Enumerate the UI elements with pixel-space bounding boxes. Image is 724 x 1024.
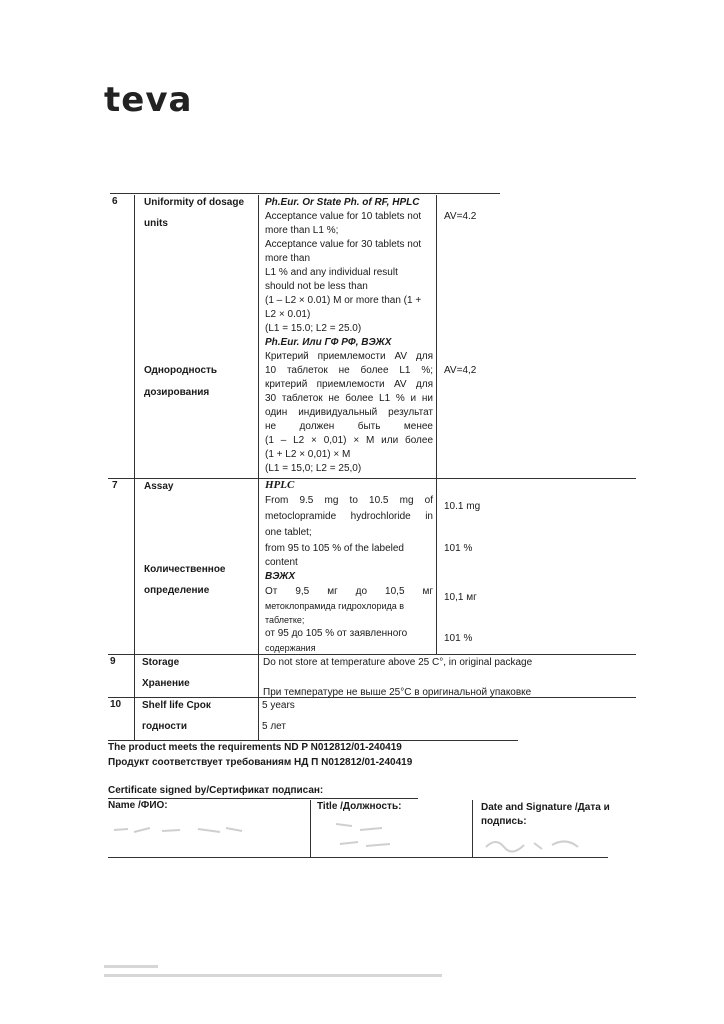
signature-line bbox=[472, 800, 473, 858]
result-ru: AV=4,2 bbox=[444, 365, 477, 376]
spec-en-line: content bbox=[265, 557, 298, 568]
row-name-ru: годности bbox=[142, 721, 187, 732]
row-number: 7 bbox=[112, 480, 118, 491]
method-ru: ВЭЖХ bbox=[265, 571, 296, 582]
spec-ru-line: Критерий приемлемости AV для bbox=[265, 351, 433, 362]
spec-ru-line: 10 таблеток не более L1 %; bbox=[265, 365, 433, 376]
spec-en-line: metoclopramide hydrochloride in bbox=[265, 511, 433, 522]
spec-en-line: more than bbox=[265, 253, 311, 264]
conclusion-ru: Продукт соответствует требованиям НД П N012812/01-240419 bbox=[108, 757, 413, 768]
result-ru: 101 % bbox=[444, 633, 473, 644]
table-line bbox=[134, 195, 135, 740]
method-en: Ph.Eur. Or State Ph. of RF, HPLC bbox=[265, 197, 420, 208]
row-number: 9 bbox=[110, 656, 116, 667]
row-name-ru: дозирования bbox=[144, 387, 210, 398]
row-name-ru: определение bbox=[144, 585, 210, 596]
spec-ru-line: от 95 до 105 % от заявленного bbox=[265, 628, 408, 639]
spec-ru-line: (L1 = 15,0; L2 = 25,0) bbox=[265, 463, 362, 474]
date-signature-label: Date and Signature /Дата и bbox=[481, 802, 610, 813]
table-line bbox=[436, 195, 437, 655]
row-name-en: Uniformity of dosage bbox=[144, 197, 245, 208]
shelf-life-en: 5 years bbox=[262, 700, 295, 711]
conclusion-en: The product meets the requirements ND P N012812/01-240419 bbox=[108, 742, 402, 753]
shelf-life-ru: 5 лет bbox=[262, 721, 286, 732]
spec-ru-line: не должен быть менее bbox=[265, 421, 433, 432]
redacted-title-mark bbox=[330, 818, 400, 854]
redacted-name-mark bbox=[110, 820, 250, 840]
storage-en: Do not store at temperature above 25 C°, in original package bbox=[263, 657, 533, 668]
signature-line bbox=[108, 857, 608, 858]
spec-en-line: (1 – L2 × 0.01) M or more than (1 + bbox=[265, 295, 422, 306]
table-line bbox=[110, 193, 500, 194]
spec-en-line: more than L1 %; bbox=[265, 225, 339, 236]
title-label: Title /Должность: bbox=[317, 801, 402, 812]
spec-en-line: From 9.5 mg to 10.5 mg of bbox=[265, 495, 433, 506]
spec-ru-line: содержания bbox=[265, 643, 316, 653]
spec-ru-line: критерий приемлемости AV для bbox=[265, 379, 433, 390]
method-en: HPLC bbox=[265, 479, 295, 491]
spec-ru-line: (1 – L2 × 0,01) × M или более bbox=[265, 435, 433, 446]
spec-ru-line: один индивидуальный результат bbox=[265, 407, 433, 418]
date-signature-label: подпись: bbox=[481, 816, 527, 827]
spec-ru-line: От 9,5 мг до 10,5 мг bbox=[265, 586, 433, 597]
row-name-ru: Хранение bbox=[142, 678, 190, 689]
method-ru: Ph.Eur. Или ГФ РФ, ВЭЖХ bbox=[265, 337, 392, 348]
signature-line bbox=[310, 800, 311, 858]
spec-en-line: from 95 to 105 % of the labeled bbox=[265, 543, 404, 554]
spec-en-line: should not be less than bbox=[265, 281, 368, 292]
table-line bbox=[108, 654, 636, 655]
storage-ru: При температуре не выше 25°C в оригинальной упаковке bbox=[263, 687, 532, 698]
spec-ru-line: (1 + L2 × 0,01) × M bbox=[265, 449, 351, 460]
spec-en-line: L1 % and any individual result bbox=[265, 267, 398, 278]
result-en: AV=4.2 bbox=[444, 211, 477, 222]
row-number: 10 bbox=[110, 699, 122, 710]
name-label: Name /ФИО: bbox=[108, 800, 168, 811]
spec-en-line: (L1 = 15.0; L2 = 25.0) bbox=[265, 323, 362, 334]
teva-logo: teva bbox=[104, 80, 193, 120]
table-line bbox=[108, 478, 636, 479]
row-name-en: units bbox=[144, 218, 168, 229]
spec-en-line: one tablet; bbox=[265, 527, 312, 538]
result-en: 101 % bbox=[444, 543, 473, 554]
row-name-ru: Количественное bbox=[144, 564, 226, 575]
spec-en-line: Acceptance value for 30 tablets not bbox=[265, 239, 422, 250]
signature-heading: Certificate signed by/Сертификат подписан: bbox=[108, 785, 324, 796]
row-name-ru: Однородность bbox=[144, 365, 218, 376]
signature-stroke bbox=[482, 835, 592, 855]
spec-ru-line: таблетке; bbox=[265, 615, 305, 625]
row-name-en: Shelf life Срок bbox=[142, 700, 211, 711]
result-en: 10.1 mg bbox=[444, 501, 481, 512]
result-ru: 10,1 мг bbox=[444, 592, 477, 603]
spec-en-line: L2 × 0.01) bbox=[265, 309, 311, 320]
row-number: 6 bbox=[112, 196, 118, 207]
row-name-en: Storage bbox=[142, 657, 180, 668]
spec-ru-line: 30 таблеток не более L1 % и ни bbox=[265, 393, 433, 404]
footer-text bbox=[104, 964, 444, 980]
spec-ru-line: метоклопрамида гидрохлорида в bbox=[265, 601, 405, 611]
spec-en-line: Acceptance value for 10 tablets not bbox=[265, 211, 422, 222]
row-name-en: Assay bbox=[144, 481, 174, 492]
table-line bbox=[258, 195, 259, 740]
